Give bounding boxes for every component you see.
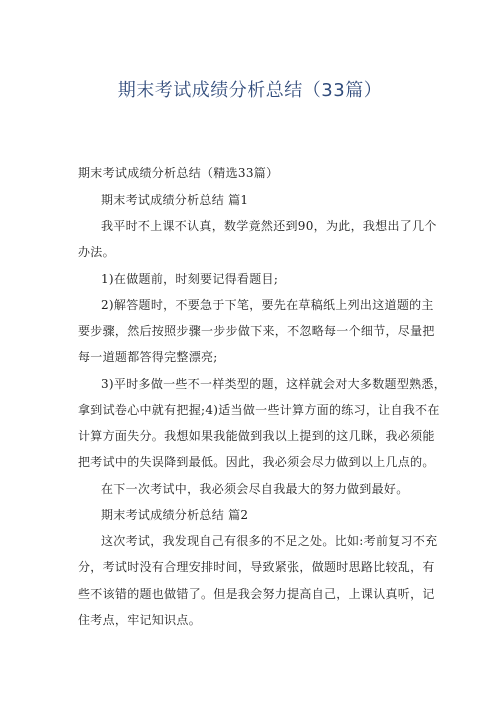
section-heading-2: 期末考试成绩分析总结 篇2	[101, 508, 249, 522]
paragraph-line: 办法。	[78, 245, 115, 259]
paragraph-line: 每一道题都答得完整漂亮;	[78, 350, 218, 364]
paragraph-line: 我平时不上课不认真，数学竟然还到90，为此，我想出了几个	[101, 219, 437, 233]
document-subtitle: 期末考试成绩分析总结（精选33篇）	[78, 166, 279, 180]
paragraph-line: 3)平时多做一些不一样类型的题，这样就会对大多数题型熟悉，	[101, 377, 447, 391]
paragraph-line: 把考试中的失误降到最低。因此，我必须会尽力做到以上几点的。	[78, 455, 435, 469]
paragraph-line: 分，考试时没有合理安排时间，导致紧张，做题时思路比较乱，有	[78, 560, 435, 574]
paragraph-line: 些不该错的题也做错了。但是我会努力提高自己，上课认真听，记	[78, 587, 435, 601]
paragraph-line: 1)在做题前，时刻要记得看题目;	[101, 272, 279, 286]
section-heading-1: 期末考试成绩分析总结 篇1	[101, 193, 249, 207]
paragraph-line: 要步骤，然后按照步骤一步步做下来，不忽略每一个细节，尽量把	[78, 324, 435, 338]
paragraph-line: 计算方面失分。我想如果我能做到我以上提到的这几眯，我必须能	[78, 429, 435, 443]
paragraph-line: 住考点，牢记知识点。	[78, 613, 202, 627]
paragraph-line: 这次考试，我发现自己有很多的不足之处。比如:考前复习不充	[101, 534, 438, 548]
paragraph-line: 2)解答题时，不要急于下笔，要先在草稿纸上列出这道题的主	[101, 298, 434, 312]
paragraph-line: 在下一次考试中，我必须会尽自我最大的努力做到最好。	[101, 482, 409, 496]
paragraph-line: 拿到试卷心中就有把握;4)适当做一些计算方面的练习，让自我不在	[78, 403, 440, 417]
document-title: 期末考试成绩分析总结（33篇）	[117, 80, 383, 101]
